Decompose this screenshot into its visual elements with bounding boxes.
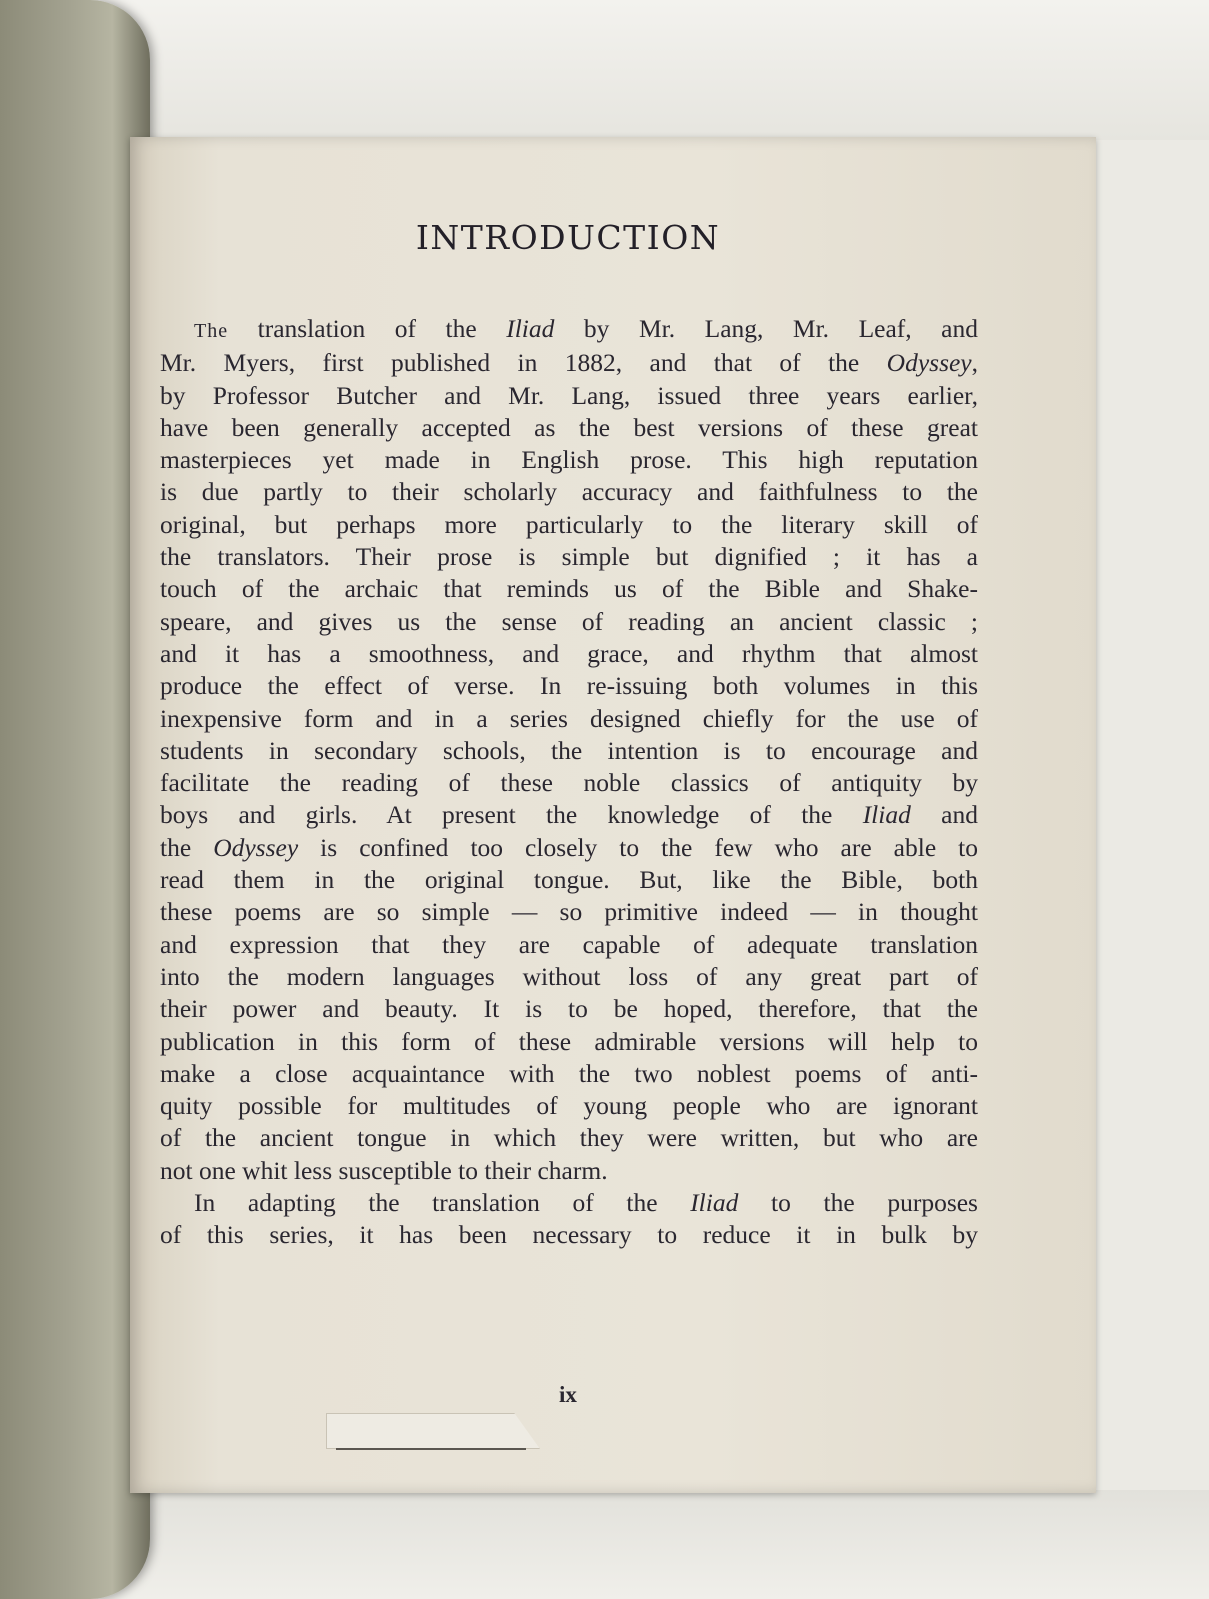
text-line: original, but perhaps more particularly to the literary skill of (160, 509, 978, 539)
text-line: facilitate the reading of these noble classics of antiquity by (160, 768, 978, 798)
text-line: make a close acquaintance with the two noblest poems of anti- (160, 1058, 978, 1088)
text-line: these poems are so simple — so primitive indeed — in thought (160, 897, 978, 927)
text-line: the translators. Their prose is simple but dignified ; it has a (160, 542, 978, 572)
text-line: have been generally accepted as the best versions of these great (160, 412, 978, 442)
text-line: into the modern languages without loss of any great part of (160, 961, 978, 991)
dropcap-word: The (194, 320, 229, 342)
text-line: not one whit less susceptible to their charm. (160, 1155, 608, 1185)
text-line: inexpensive form and in a series designed chiefly for the use of (160, 703, 978, 733)
text-line: by Professor Butcher and Mr. Lang, issued three years earlier, (160, 380, 978, 410)
italic-title: Iliad (862, 800, 911, 830)
text-line: quity possible for multitudes of young people who are ignorant (160, 1091, 978, 1121)
text-line: of the ancient tongue in which they were written, but who are (160, 1123, 978, 1153)
paper-tab-edge (336, 1448, 526, 1450)
text-line: students in secondary schools, the intention is to encourage and (160, 735, 978, 765)
paper-tab (326, 1413, 540, 1449)
text-line: In adapting the translation of the Iliad to the purposes (194, 1188, 978, 1218)
text-line: touch of the archaic that reminds us of the Bible and Shake- (160, 574, 978, 604)
text-line: Mr. Myers, first published in 1882, and that of the Odyssey, (160, 348, 978, 378)
italic-title: Iliad (690, 1188, 739, 1218)
text-line: masterpieces yet made in English prose. This high reputation (160, 445, 978, 475)
italic-title: Odyssey (213, 832, 299, 862)
text-line: the Odyssey is confined too closely to the few who are able to (160, 832, 978, 862)
text-line: and expression that they are capable of adequate translation (160, 929, 978, 959)
text-line: is due partly to their scholarly accuracy and faithfulness to the (160, 477, 978, 507)
page-number: ix (559, 1382, 577, 1407)
text-line: read them in the original tongue. But, like the Bible, both (160, 865, 978, 895)
background-bottom (0, 1490, 1209, 1599)
text-line: their power and beauty. It is to be hoped, therefore, that the (160, 994, 978, 1024)
italic-title: Odyssey (886, 348, 972, 378)
text-line: speare, and gives us the sense of reading an ancient classic ; (160, 606, 978, 636)
introduction-body (160, 313, 978, 1252)
text-line: and it has a smoothness, and grace, and rhythm that almost (160, 638, 978, 668)
text-line: of this series, it has been necessary to reduce it in bulk by (160, 1220, 978, 1250)
text-line: boys and girls. At present the knowledge of the Iliad and (160, 800, 978, 830)
text-line: publication in this form of these admirable versions will help to (160, 1026, 978, 1056)
italic-title: Iliad (506, 314, 555, 343)
text-line: The translation of the Iliad by Mr. Lang, Mr. Leaf, and (194, 314, 978, 343)
text-line: produce the effect of verse. In re-issuing both volumes in this (160, 671, 978, 701)
background-top (0, 0, 1209, 140)
page-title: INTRODUCTION (415, 218, 721, 257)
